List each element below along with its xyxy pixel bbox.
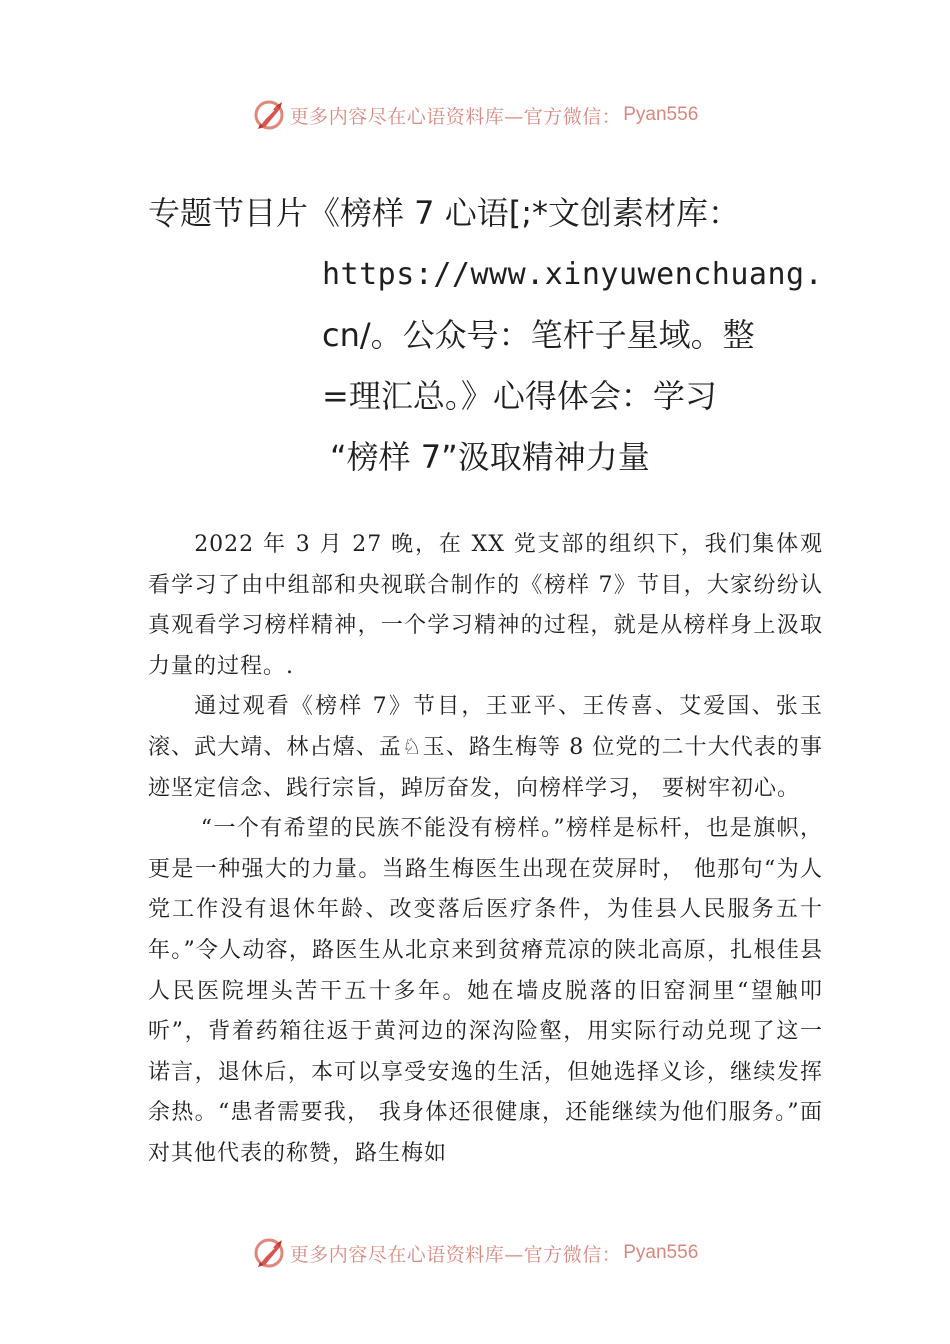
document-body: [148, 525, 823, 1175]
paragraph-2: 通过观看《榜样 7》节目，王亚平、王传喜、艾爱国、张玉滚、武大靖、林占熺、孟♘玉、路生梅等 8 位党的二十大代表的事迹坚定信念、践行宗旨，踔厉奋发，向榜样学习， 要树牢初心。: [148, 694, 823, 801]
header-watermark-account: Pyan556: [623, 104, 699, 125]
footer-watermark-account: Pyan556: [623, 1242, 699, 1263]
title-line-1: 专题节目片《榜样 7 心语[;*文创素材库：: [148, 194, 740, 232]
title-line-3: cn/。公众号：笔杆子星域。整: [322, 316, 755, 354]
document-title: [148, 183, 828, 488]
paragraph-1: 2022 年 3 月 27 晚，在 XX 党支部的组织下，我们集体观看学习了由中组部和央视联合制作的《榜样 7》节目，大家纷纷认真观看学习榜样精神，一个学习精神的过程，就是从榜样身上汲取力量的过程。.: [148, 532, 823, 679]
title-line-5: “榜样 7”汲取精神力量: [330, 438, 650, 476]
header-watermark-text: 更多内容尽在心语资料库—官方微信：: [289, 105, 622, 128]
title-line-4: =理汇总。》心得体会：学习: [322, 377, 717, 415]
footer-watermark-text: 更多内容尽在心语资料库—官方微信：: [289, 1243, 622, 1266]
pen-feather-icon: [252, 98, 286, 132]
pen-feather-icon: [252, 1236, 286, 1270]
header-watermark: [0, 95, 950, 135]
paragraph-3: “一个有希望的民族不能没有榜样。”榜样是标杆，也是旗帜，更是一种强大的力量。当路生梅医生出现在荧屏时， 他那句“为人党工作没有退休年龄、改变落后医疗条件，为佳县人民服务五十年。”令人动容，路医生从北京来到贫瘠荒凉的陕北高原，扎根佳县人民医院埋头苦干五十多年。她在墙皮脱落的旧窑洞里“望触叩听”，背着药箱往返于黄河边的深沟险壑，用实际行动兑现了这一诺言，退休后，本可以享受安逸的生活，但她选择义诊，继续发挥余热。“患者需要我， 我身体还很健康，还能继续为他们服务。”面对其他代表的称赞，路生梅如: [148, 816, 823, 1166]
title-line-2: https://www.xinyuwenchuang.: [322, 257, 824, 292]
footer-watermark: [0, 1233, 950, 1273]
